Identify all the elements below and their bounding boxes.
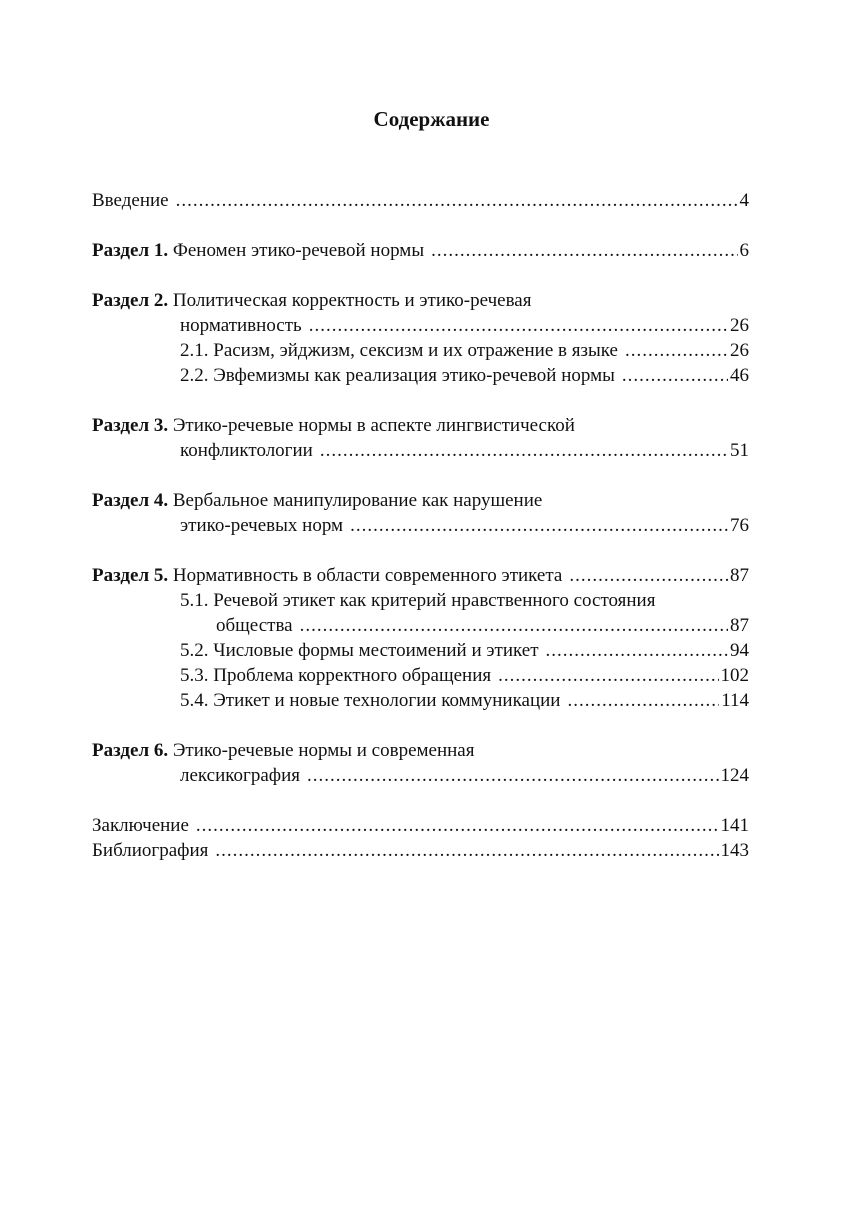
section-title: Феномен этико-речевой нормы: [172, 240, 425, 261]
toc-entry-label: Заключение: [92, 815, 189, 836]
toc-page-number: 141: [720, 815, 749, 836]
toc-entry-continuation: [92, 763, 749, 788]
section-title: Вербальное манипулирование как нарушение: [172, 490, 543, 511]
section-title-continuation: конфликтологии: [180, 440, 313, 461]
dot-leader: [320, 438, 728, 463]
toc-page-number: 143: [720, 840, 749, 861]
toc-entry-label: [92, 288, 531, 313]
toc-page-number: 94: [730, 640, 749, 661]
toc-page-number: 76: [730, 515, 749, 536]
toc-subentry-2-2: [92, 363, 749, 388]
section-title: Этико-речевые нормы в аспекте лингвистической: [172, 415, 575, 436]
toc-entry-continuation: [92, 438, 749, 463]
dot-leader: [431, 238, 737, 263]
toc-entry-section-1: [92, 238, 749, 263]
toc-entry-section-4: [92, 488, 749, 513]
toc-page-number: 124: [720, 765, 749, 786]
subsection-title-continuation: общества: [216, 615, 293, 636]
dot-leader: [176, 188, 738, 213]
toc-entry-section-5: [92, 563, 749, 588]
toc-subentry-continuation: [92, 613, 749, 638]
dot-leader: [307, 763, 719, 788]
toc-subentry-5-3: [92, 663, 749, 688]
toc-entry-label: [92, 563, 562, 588]
section-prefix: Раздел 3.: [92, 415, 169, 436]
dot-leader: [569, 563, 728, 588]
toc-subentry-5-4: [92, 688, 749, 713]
section-prefix: Раздел 1.: [92, 240, 169, 261]
section-prefix: Раздел 5.: [92, 565, 169, 586]
toc-page-number: 87: [730, 615, 749, 636]
toc-entry-section-2: [92, 288, 749, 313]
dot-leader: [215, 838, 718, 863]
section-prefix: Раздел 6.: [92, 740, 169, 761]
table-of-contents: [92, 188, 749, 863]
dot-leader: [309, 313, 728, 338]
toc-entry-label: Введение: [92, 190, 169, 211]
dot-leader: [196, 813, 719, 838]
dot-leader: [622, 363, 728, 388]
dot-leader: [625, 338, 728, 363]
subsection-title: 2.2. Эвфемизмы как реализация этико-речевой нормы: [180, 365, 615, 386]
toc-subentry-5-2: [92, 638, 749, 663]
toc-entry-label: [92, 738, 474, 763]
subsection-title: 5.1. Речевой этикет как критерий нравственного состояния: [180, 590, 656, 611]
section-title: Нормативность в области современного этикета: [172, 565, 563, 586]
toc-page-number: 6: [739, 240, 749, 261]
toc-entry-continuation: [92, 513, 749, 538]
section-title: Политическая корректность и этико-речевая: [172, 290, 532, 311]
toc-page-number: 51: [730, 440, 749, 461]
section-prefix: Раздел 2.: [92, 290, 169, 311]
section-title-continuation: нормативность: [180, 315, 302, 336]
section-title-continuation: этико-речевых норм: [180, 515, 344, 536]
toc-entry-label: Библиография: [92, 840, 209, 861]
dot-leader: [498, 663, 718, 688]
dot-leader: [350, 513, 728, 538]
toc-page-number: 26: [730, 340, 749, 361]
toc-entry-label: [92, 413, 575, 438]
toc-entry-label: [92, 238, 424, 263]
subsection-title: 5.4. Этикет и новые технологии коммуникации: [180, 690, 561, 711]
toc-subentry-2-1: [92, 338, 749, 363]
section-prefix: Раздел 4.: [92, 490, 169, 511]
section-title: Этико-речевые нормы и современная: [172, 740, 475, 761]
toc-entry-conclusion: [92, 813, 749, 838]
toc-entry-label: [92, 488, 542, 513]
dot-leader: [567, 688, 719, 713]
toc-page-number: 46: [730, 365, 749, 386]
toc-page-number: 26: [730, 315, 749, 336]
toc-page-number: 102: [720, 665, 749, 686]
subsection-title: 2.1. Расизм, эйджизм, сексизм и их отражение в языке: [180, 340, 618, 361]
toc-entry-continuation: [92, 313, 749, 338]
toc-entry-introduction: [92, 188, 749, 213]
toc-entry-section-3: [92, 413, 749, 438]
subsection-title: 5.3. Проблема корректного обращения: [180, 665, 492, 686]
toc-subentry-5-1: [92, 588, 749, 613]
toc-entry-bibliography: [92, 838, 749, 863]
subsection-title: 5.2. Числовые формы местоимений и этикет: [180, 640, 539, 661]
toc-page-number: 4: [739, 190, 749, 211]
page-title: Содержание: [373, 107, 490, 131]
toc-page-number: 87: [730, 565, 749, 586]
section-title-continuation: лексикография: [180, 765, 300, 786]
toc-page-number: 114: [721, 690, 749, 711]
dot-leader: [300, 613, 728, 638]
toc-entry-section-6: [92, 738, 749, 763]
dot-leader: [546, 638, 729, 663]
